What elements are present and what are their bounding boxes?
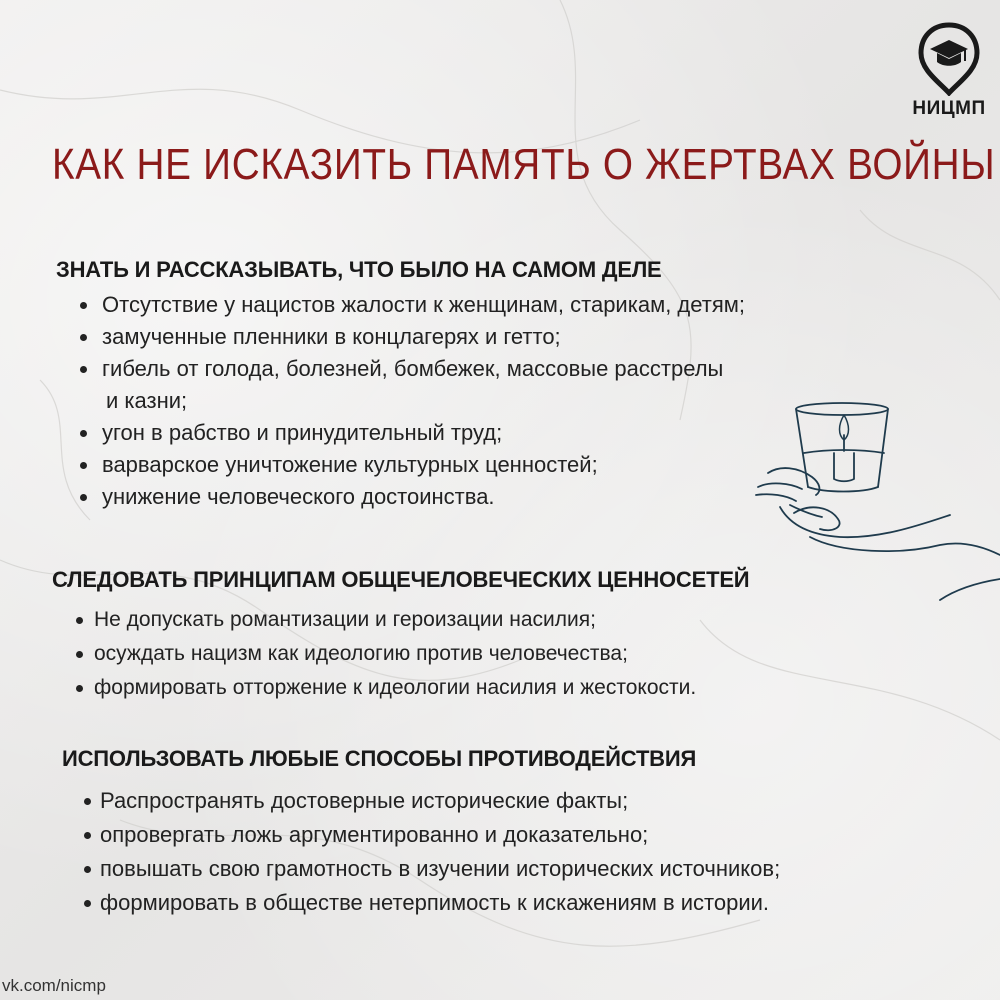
list-item: осуждать нацизм как идеологию против человечества; bbox=[52, 637, 749, 671]
section-human-values bbox=[52, 565, 749, 705]
list-item: опровергать ложь аргументированно и доказательно; bbox=[62, 818, 780, 852]
hand-holding-candle-icon bbox=[750, 395, 1000, 610]
list-item: варварское уничтожение культурных ценностей; bbox=[56, 449, 745, 481]
bullet-list bbox=[56, 289, 745, 513]
section-heading: ЗНАТЬ И РАССКАЗЫВАТЬ, ЧТО БЫЛО НА САМОМ ДЕЛЕ bbox=[56, 257, 662, 282]
list-item: замученные пленники в концлагерях и гетто; bbox=[56, 321, 745, 353]
logo-text: НИЦМП bbox=[912, 98, 986, 119]
page-title: КАК НЕ ИСКАЗИТЬ ПАМЯТЬ О ЖЕРТВАХ ВОЙНЫ bbox=[52, 140, 996, 189]
section-heading: ИСПОЛЬЗОВАТЬ ЛЮБЫЕ СПОСОБЫ ПРОТИВОДЕЙСТВИЯ bbox=[62, 746, 697, 771]
section-heading: СЛЕДОВАТЬ ПРИНЦИПАМ ОБЩЕЧЕЛОВЕЧЕСКИХ ЦЕННОСЕТЕЙ bbox=[52, 567, 750, 592]
footer-link[interactable]: vk.com/nicmp bbox=[2, 976, 106, 995]
list-item: унижение человеческого достоинства. bbox=[56, 481, 745, 513]
list-item: формировать в обществе нетерпимость к искажениям в истории. bbox=[62, 886, 780, 920]
list-item-continuation: и казни; bbox=[106, 388, 188, 413]
section-know-truth bbox=[56, 255, 745, 513]
list-item: Отсутствие у нацистов жалости к женщинам, старикам, детям; bbox=[56, 289, 745, 321]
list-item: угон в рабство и принудительный труд; bbox=[56, 417, 745, 449]
list-item: повышать свою грамотность в изучении исторических источников; bbox=[62, 852, 780, 886]
list-item: гибель от голода, болезней, бомбежек, массовые расстрелы bbox=[56, 353, 745, 385]
section-counteraction bbox=[62, 744, 780, 920]
list-item: Распространять достоверные исторические факты; bbox=[62, 784, 780, 818]
bullet-list bbox=[52, 603, 749, 705]
bullet-list bbox=[62, 784, 780, 920]
graduation-cap-pin-icon bbox=[916, 22, 982, 96]
list-item: Не допускать романтизации и героизации насилия; bbox=[52, 603, 749, 637]
list-item: формировать отторжение к идеологии насилия и жестокости. bbox=[52, 671, 749, 705]
nicmp-logo bbox=[906, 22, 992, 122]
